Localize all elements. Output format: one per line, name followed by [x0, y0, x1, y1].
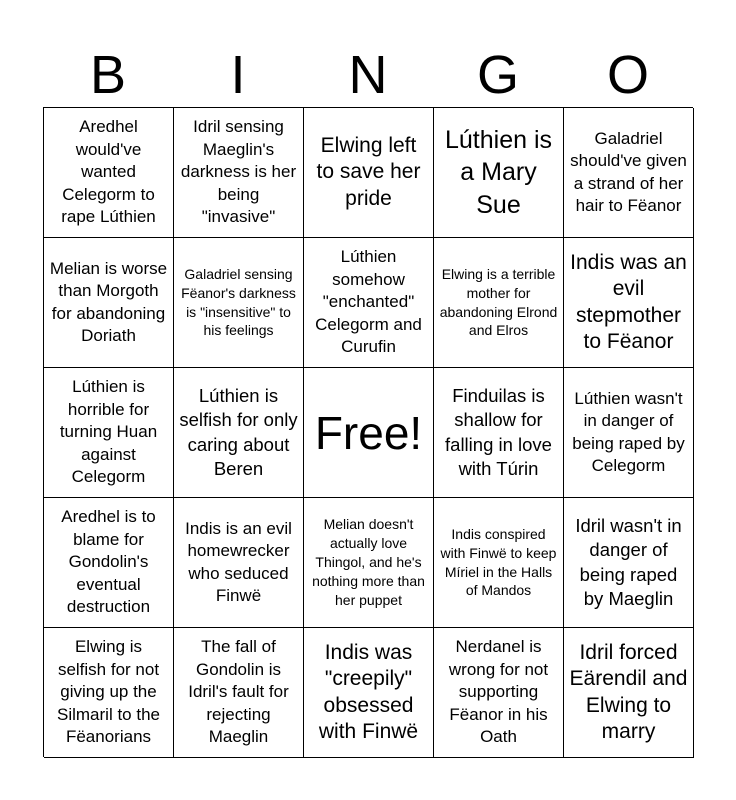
- bingo-cell-r1-c3[interactable]: [304, 108, 434, 238]
- bingo-cell-r2-c4[interactable]: [434, 238, 564, 368]
- bingo-cell-r2-c3[interactable]: [304, 238, 434, 368]
- cell-text: Indis conspired with Finwë to keep Míriel in the Halls of Mandos: [440, 525, 557, 599]
- bingo-cell-r4-c5[interactable]: [564, 498, 694, 628]
- bingo-cell-r3-c1[interactable]: [44, 368, 174, 498]
- cell-text: Finduilas is shallow for falling in love with Túrin: [445, 384, 552, 479]
- bingo-free-space[interactable]: [304, 368, 434, 498]
- bingo-cell-r4-c3[interactable]: [304, 498, 434, 628]
- bingo-cell-r5-c2[interactable]: [174, 628, 304, 758]
- cell-text: Indis was an evil stepmother to Fëanor: [570, 251, 687, 353]
- bingo-cell-r1-c1[interactable]: [44, 108, 174, 238]
- cell-text: Idril forced Eärendil and Elwing to marry: [569, 641, 688, 743]
- cell-text: Lúthien is selfish for only caring about Beren: [179, 384, 298, 479]
- cell-text: Indis is an evil homewrecker who seduced Finwë: [185, 518, 292, 605]
- bingo-cell-r2-c2[interactable]: [174, 238, 304, 368]
- bingo-cell-r1-c5[interactable]: [564, 108, 694, 238]
- bingo-card-grid: [43, 107, 693, 757]
- cell-text: Idril wasn't in danger of being raped by Maeglin: [575, 514, 682, 609]
- cell-text: Galadriel should've given a strand of her hair to Fëanor: [570, 128, 687, 215]
- bingo-cell-r4-c1[interactable]: [44, 498, 174, 628]
- bingo-cell-r3-c5[interactable]: [564, 368, 694, 498]
- bingo-cell-r5-c3[interactable]: [304, 628, 434, 758]
- bingo-cell-r4-c4[interactable]: [434, 498, 564, 628]
- cell-text: Indis was "creepily" obsessed with Finwë: [318, 641, 419, 743]
- bingo-header: [43, 42, 693, 108]
- cell-text: Elwing is a terrible mother for abandoning Elrond and Elros: [439, 265, 558, 339]
- cell-text: The fall of Gondolin is Idril's fault for rejecting Maeglin: [188, 637, 289, 747]
- cell-text: Elwing left to save her pride: [316, 134, 421, 210]
- header-letter-n: N: [348, 45, 388, 105]
- bingo-cell-r3-c4[interactable]: [434, 368, 564, 498]
- cell-text: Lúthien somehow "enchanted" Celegorm and Curufin: [315, 247, 422, 357]
- cell-text: Nerdanel is wrong for not supporting Fëanor in his Oath: [448, 637, 549, 747]
- bingo-cell-r5-c4[interactable]: [434, 628, 564, 758]
- bingo-cell-r2-c1[interactable]: [44, 238, 174, 368]
- cell-text: Galadriel sensing Fëanor's darkness is "insensitive" to his feelings: [181, 265, 296, 339]
- cell-text: Lúthien is a Mary Sue: [444, 125, 553, 219]
- cell-text: Aredhel would've wanted Celegorm to rape Lúthien: [61, 117, 156, 227]
- bingo-cell-r1-c4[interactable]: [434, 108, 564, 238]
- cell-text: Lúthien wasn't in danger of being raped by Celegorm: [572, 388, 685, 475]
- cell-text: Melian is worse than Morgoth for abandoning Doriath: [49, 258, 168, 345]
- bingo-cell-r2-c5[interactable]: [564, 238, 694, 368]
- bingo-cell-r5-c1[interactable]: [44, 628, 174, 758]
- cell-text: Aredhel is to blame for Gondolin's eventual destruction: [61, 507, 156, 617]
- cell-text: Idril sensing Maeglin's darkness is her being "invasive": [180, 117, 297, 227]
- header-letter-b: B: [89, 45, 127, 105]
- cell-text: Melian doesn't actually love Thingol, and he's nothing more than her puppet: [312, 516, 425, 608]
- header-letter-o: O: [606, 45, 649, 105]
- header-letter-i: I: [230, 45, 246, 105]
- bingo-cell-r5-c5[interactable]: [564, 628, 694, 758]
- header-letter-g: G: [476, 45, 519, 105]
- cell-text: Lúthien is horrible for turning Huan against Celegorm: [59, 377, 158, 487]
- bingo-cell-r3-c2[interactable]: [174, 368, 304, 498]
- bingo-cell-r4-c2[interactable]: [174, 498, 304, 628]
- free-space-text: Free!: [314, 406, 423, 459]
- bingo-cell-r1-c2[interactable]: [174, 108, 304, 238]
- cell-text: Elwing is selfish for not giving up the Silmaril to the Fëanorians: [57, 637, 160, 747]
